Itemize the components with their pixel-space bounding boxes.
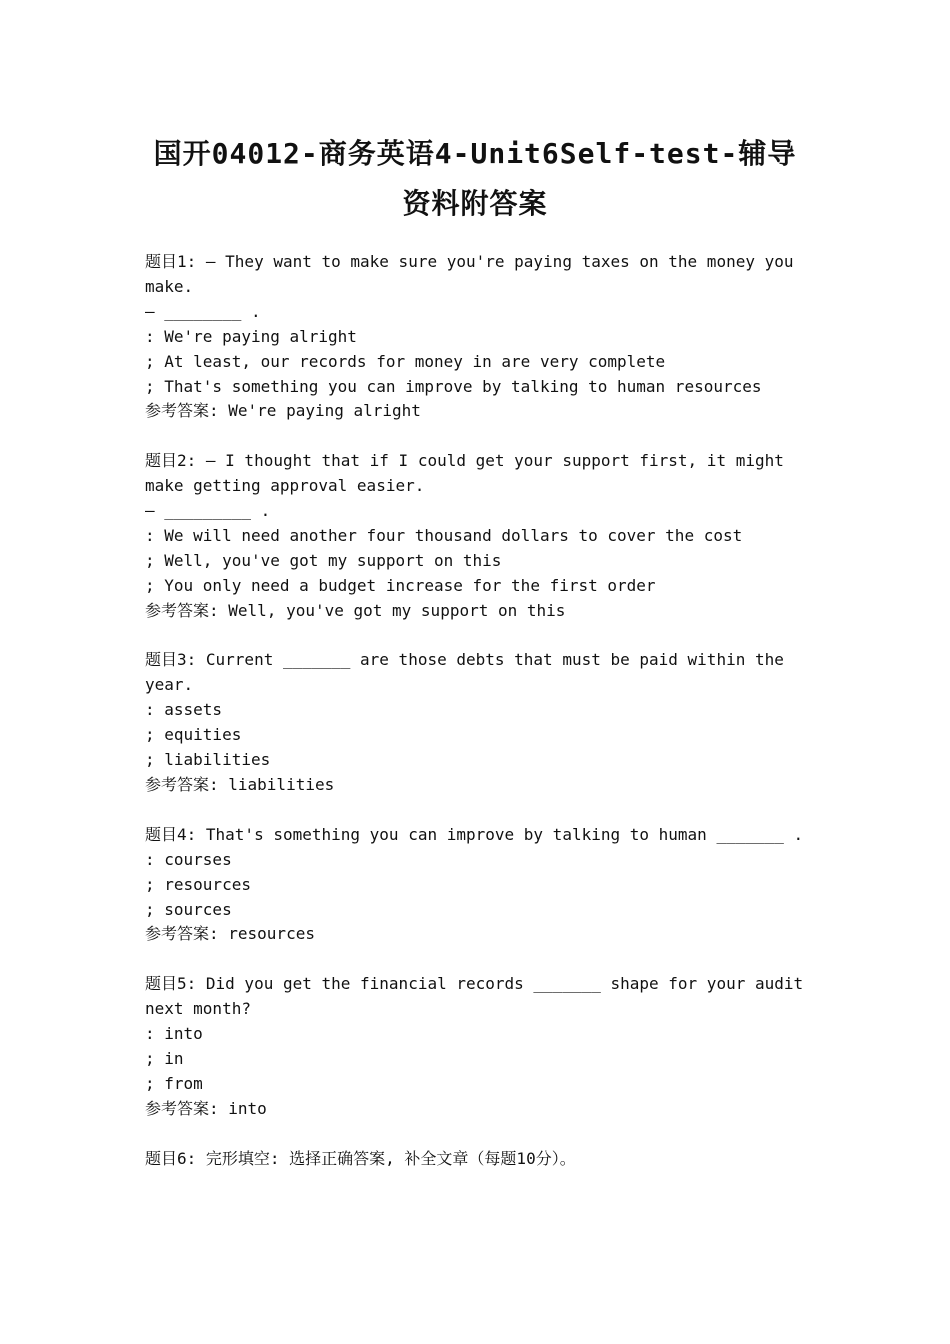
question-stem: 题目3: Current _______ are those debts that must be paid within the year. — [145, 650, 794, 695]
option: ; sources — [145, 899, 232, 919]
question-3 — [145, 648, 810, 797]
option: ; resources — [145, 874, 251, 894]
reference-answer: 参考答案: Well, you've got my support on this — [145, 600, 566, 620]
option: : into — [145, 1024, 203, 1044]
reference-answer: 参考答案: into — [145, 1098, 267, 1118]
question-stem: 题目5: Did you get the financial records _______ shape for your audit next month? — [145, 974, 813, 1019]
option: ; from — [145, 1073, 203, 1093]
answer-blank: — ________ . — [145, 301, 261, 321]
option: ; Well, you've got my support on this — [145, 550, 502, 570]
option: : We're paying alright — [145, 326, 357, 346]
document-title-line-2: 资料附答案 — [402, 187, 548, 220]
reference-answer: 参考答案: resources — [145, 924, 315, 944]
option: : We will need another four thousand dollars to cover the cost — [145, 525, 743, 545]
option: ; equities — [145, 725, 242, 745]
question-4 — [145, 823, 810, 948]
option: : assets — [145, 700, 223, 720]
option: : courses — [145, 849, 232, 869]
question-5 — [145, 972, 813, 1121]
option: ; That's something you can improve by talking to human resources — [145, 376, 762, 396]
document-content — [145, 250, 813, 1196]
question-stem: 题目4: That's something you can improve by talking to human _______ . — [145, 824, 804, 844]
question-stem: 题目6: 完形填空: 选择正确答案, 补全文章（每题10分）。 — [145, 1148, 576, 1168]
option: ; liabilities — [145, 750, 271, 770]
question-6 — [145, 1147, 810, 1172]
option: ; You only need a budget increase for the first order — [145, 575, 656, 595]
option: ; in — [145, 1048, 184, 1068]
reference-answer: 参考答案: We're paying alright — [145, 401, 421, 421]
option: ; At least, our records for money in are very complete — [145, 351, 666, 371]
question-2 — [145, 449, 810, 623]
answer-blank: — _________ . — [145, 501, 271, 521]
question-stem: 题目1: — They want to make sure you're paying taxes on the money you make. — [145, 252, 804, 296]
document-title-line-1: 国开04012-商务英语4-Unit6Self-test-辅导 — [153, 137, 797, 170]
question-1 — [145, 250, 810, 424]
reference-answer: 参考答案: liabilities — [145, 775, 335, 794]
question-stem: 题目2: — I thought that if I could get your support first, it might make getting approval easier. — [145, 451, 794, 496]
